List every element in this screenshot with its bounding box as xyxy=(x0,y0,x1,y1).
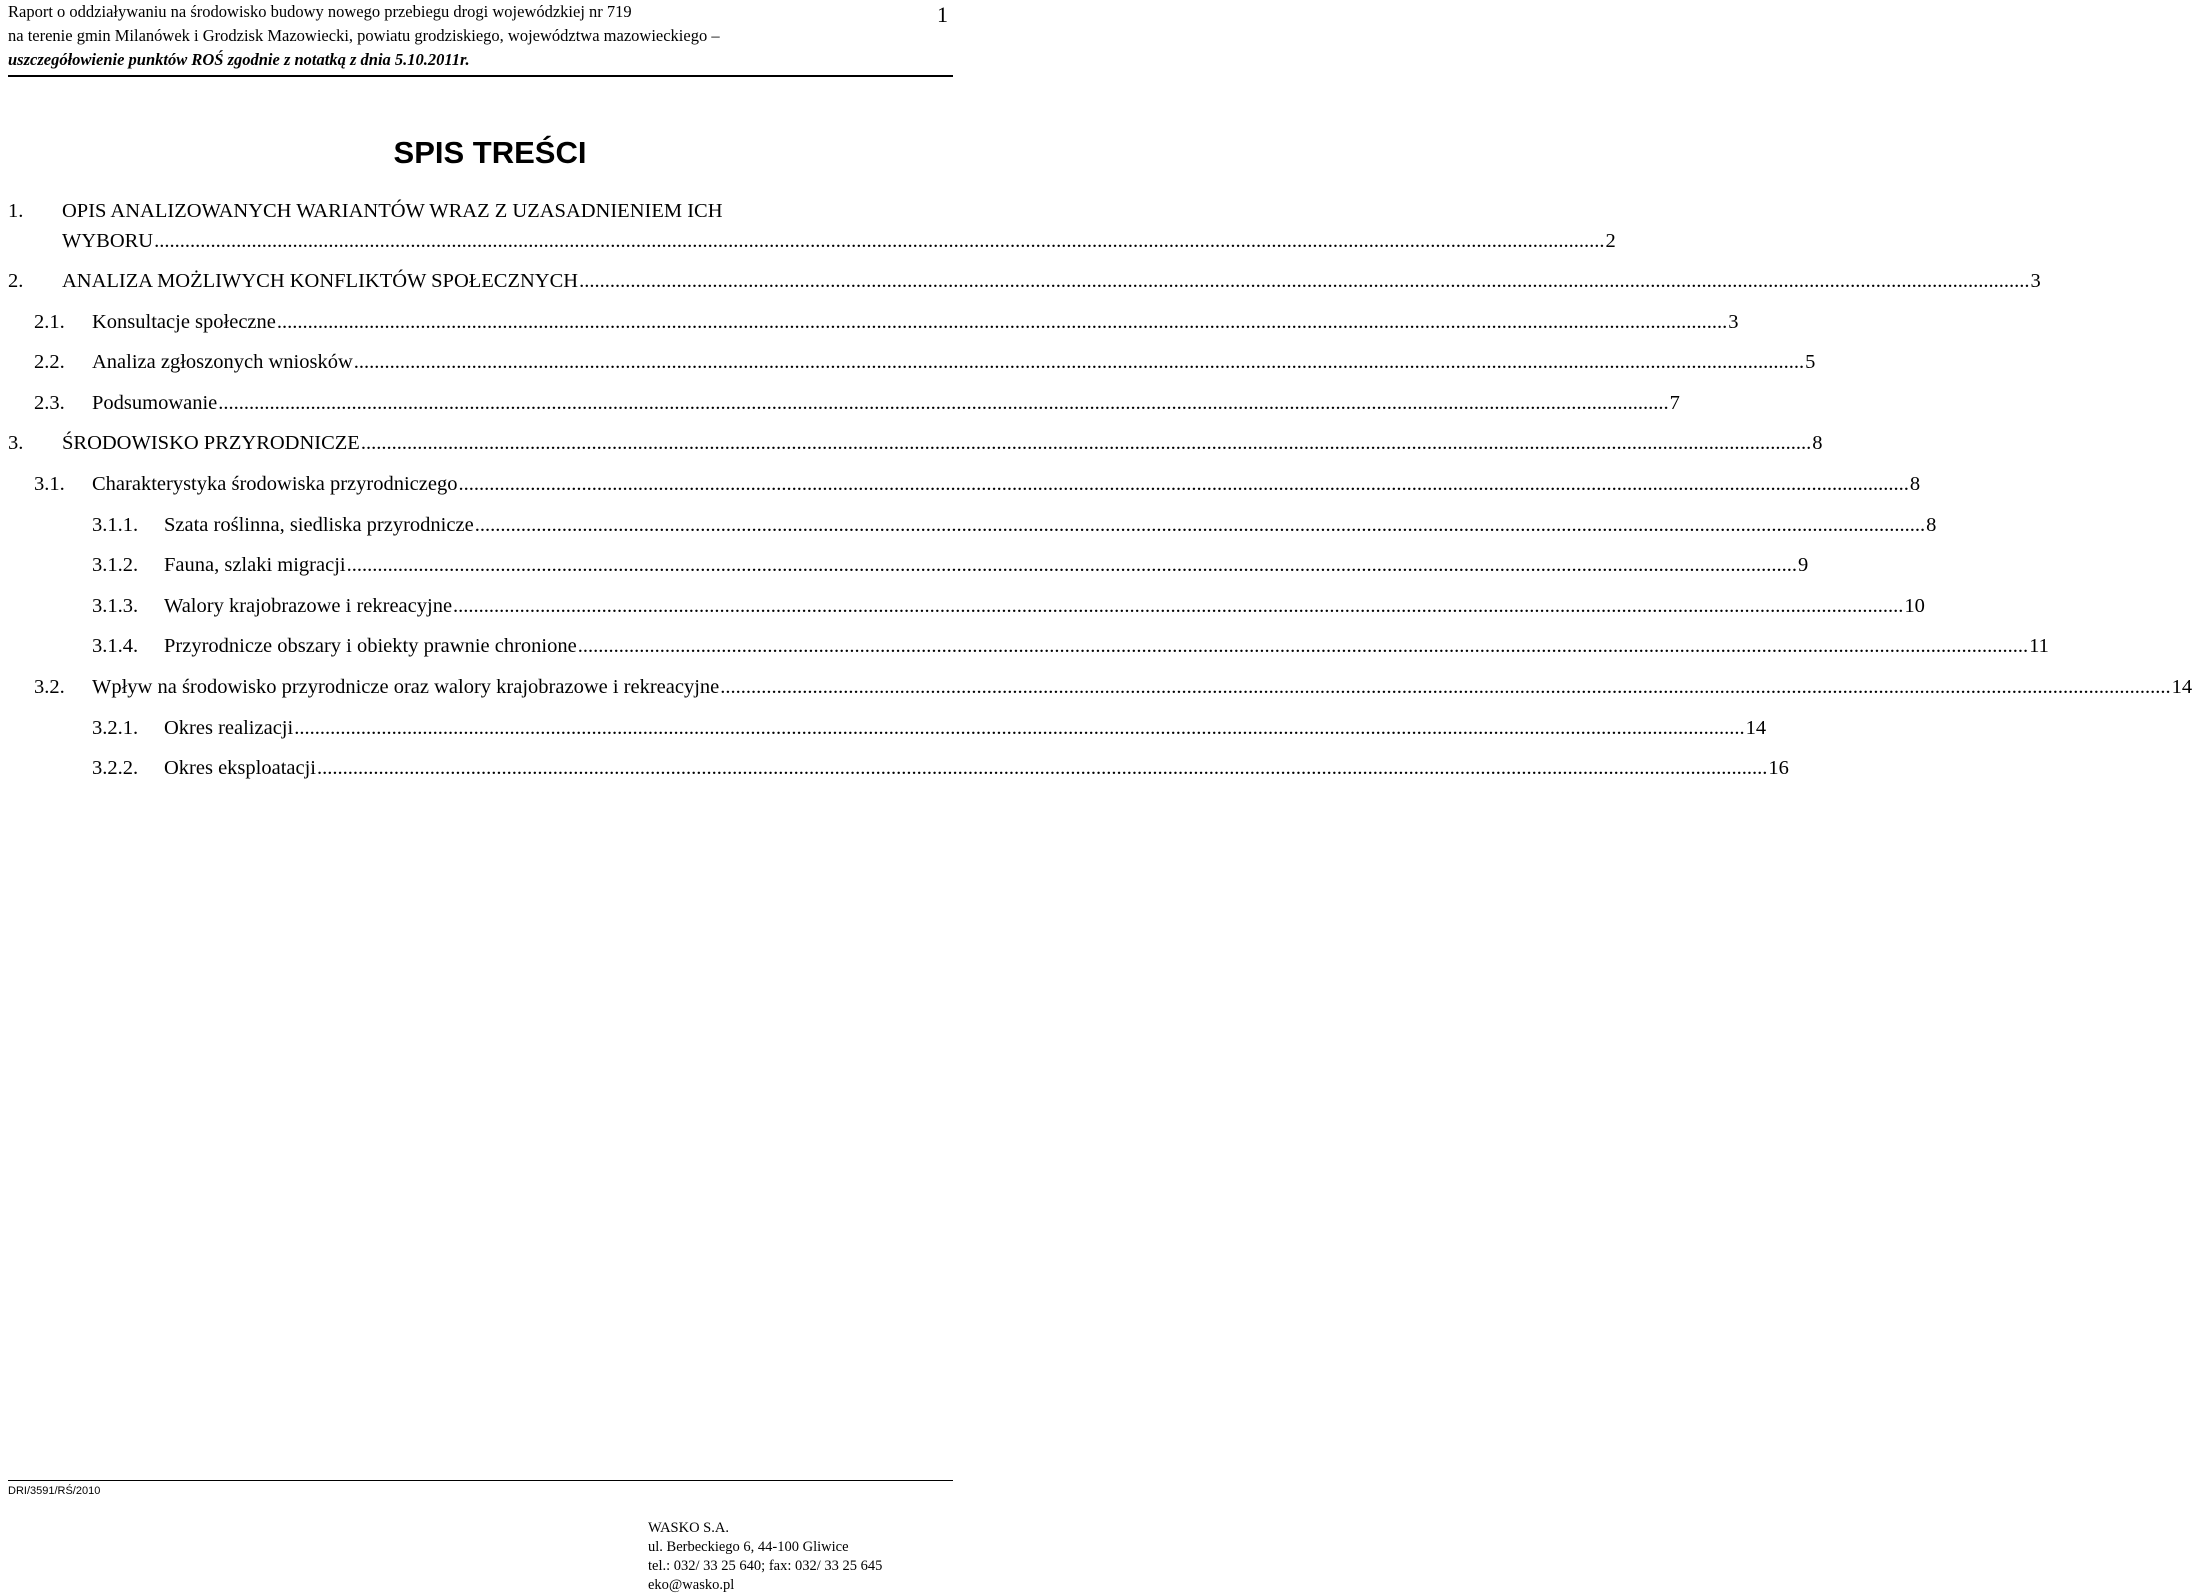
toc-entry-3-1-4[interactable] xyxy=(8,631,2049,672)
header-divider xyxy=(8,75,953,77)
toc-dot-leader xyxy=(453,591,1903,621)
toc-entry-label: OPIS ANALIZOWANYCH WARIANTÓW WRAZ Z UZASADNIENIEM ICH xyxy=(62,200,723,222)
toc-entry-label: Konsultacje społeczne xyxy=(92,310,276,333)
toc-dot-leader xyxy=(475,510,1925,540)
page-header xyxy=(8,0,950,72)
toc-entry-page: 5 xyxy=(1805,351,1816,374)
toc-entry-1[interactable] xyxy=(8,196,1616,266)
toc-entry-label: Wpływ na środowisko przyrodnicze oraz walory krajobrazowe i rekreacyjne xyxy=(92,675,720,698)
toc-entry-page: 14 xyxy=(2171,675,2192,698)
toc-entry-number: 2.1. xyxy=(34,310,65,333)
toc-entry-2-1[interactable] xyxy=(8,307,1739,348)
toc-entry-label: Szata roślinna, siedliska przyrodnicze xyxy=(164,513,474,536)
toc-entry-page: 16 xyxy=(1768,757,1789,780)
toc-entry-label: Podsumowanie xyxy=(92,391,218,414)
company-email: eko@wasko.pl xyxy=(648,1577,735,1593)
company-phone-fax: tel.: 032/ 33 25 640; fax: 032/ 33 25 645 xyxy=(648,1558,883,1574)
toc-entry-number: 3. xyxy=(8,432,24,455)
toc-entry-number: 3.1.4. xyxy=(92,635,139,658)
toc-entry-3[interactable] xyxy=(8,428,1823,469)
toc-entry-number: 2.3. xyxy=(34,391,65,414)
toc-entry-page: 9 xyxy=(1797,554,1809,577)
header-title-line-1: Raport o oddziaływaniu na środowisko budowy nowego przebiegu drogi wojewódzkiej nr 719 xyxy=(8,2,632,21)
toc-entry-number: 3.1.1. xyxy=(92,513,139,536)
toc-dot-leader xyxy=(294,713,1744,743)
toc-entry-2-3[interactable] xyxy=(8,388,1680,429)
toc-dot-leader xyxy=(458,469,1908,499)
toc-entry-page: 3 xyxy=(1728,310,1739,333)
toc-dot-leader xyxy=(218,388,1668,418)
toc-entry-page: 3 xyxy=(2030,270,2041,292)
toc-entry-number: 3.1. xyxy=(34,472,65,495)
toc-dot-leader xyxy=(347,550,1797,580)
table-of-contents xyxy=(8,196,2192,794)
toc-entry-page: 11 xyxy=(2029,635,2049,658)
toc-entry-label: Charakterystyka środowiska przyrodniczego xyxy=(92,472,458,495)
toc-entry-3-2[interactable] xyxy=(8,672,2192,713)
toc-dot-leader xyxy=(317,753,1767,783)
toc-entry-page: 14 xyxy=(1745,716,1767,739)
toc-title: SPIS TREŚCI xyxy=(393,135,587,170)
toc-entry-label: Walory krajobrazowe i rekreacyjne xyxy=(164,594,453,617)
toc-entry-label: Okres realizacji xyxy=(164,716,294,739)
toc-dot-leader xyxy=(579,266,2029,296)
toc-dot-leader xyxy=(154,226,1604,256)
toc-entry-label: ŚRODOWISKO PRZYRODNICZE xyxy=(62,432,360,455)
toc-entry-number: 3.1.2. xyxy=(92,554,139,577)
toc-entry-3-1-3[interactable] xyxy=(8,591,1925,632)
toc-entry-3-2-1[interactable] xyxy=(8,713,1767,754)
toc-entry-3-1[interactable] xyxy=(8,469,1921,510)
toc-entry-label: Przyrodnicze obszary i obiekty prawnie chronione xyxy=(164,635,577,658)
toc-dot-leader xyxy=(354,347,1804,377)
toc-entry-number: 3.2. xyxy=(34,675,65,698)
toc-entry-page: 8 xyxy=(1909,472,1921,495)
toc-entry-number: 3.2.1. xyxy=(92,716,139,739)
page-number: 1 xyxy=(937,2,948,27)
toc-entry-page: 10 xyxy=(1904,594,1925,617)
toc-entry-2-2[interactable] xyxy=(8,347,1816,388)
header-subtitle: uszczegółowienie punktów ROŚ zgodnie z notatką z dnia 5.10.2011r. xyxy=(8,50,470,69)
footer-divider xyxy=(8,1480,953,1481)
toc-entry-label-continued: WYBORU xyxy=(62,230,154,252)
toc-entry-2[interactable] xyxy=(8,266,2041,307)
toc-entry-page: 2 xyxy=(1605,230,1616,252)
toc-dot-leader xyxy=(361,428,1811,458)
toc-dot-leader xyxy=(277,307,1727,337)
toc-entry-label: Analiza zgłoszonych wniosków xyxy=(92,351,353,374)
toc-entry-number: 1. xyxy=(8,200,24,222)
company-name: WASKO S.A. xyxy=(648,1520,729,1536)
toc-entry-number: 2. xyxy=(8,270,24,292)
toc-entry-number: 3.1.3. xyxy=(92,594,139,617)
toc-entry-number: 3.2.2. xyxy=(92,757,139,780)
company-contact xyxy=(648,1519,882,1595)
toc-entry-label: Okres eksploatacji xyxy=(164,757,316,780)
toc-entry-label: ANALIZA MOŻLIWYCH KONFLIKTÓW SPOŁECZNYCH xyxy=(62,270,579,292)
toc-entry-3-1-1[interactable] xyxy=(8,510,1937,551)
toc-dot-leader xyxy=(720,672,2170,702)
toc-entry-3-1-2[interactable] xyxy=(8,550,1809,591)
toc-entry-3-2-2[interactable] xyxy=(8,753,1789,794)
toc-entry-number: 2.2. xyxy=(34,351,65,374)
toc-entry-page: 7 xyxy=(1669,391,1680,414)
header-title-line-2: na terenie gmin Milanówek i Grodzisk Mazowiecki, powiatu grodziskiego, województwa mazowieckiego – xyxy=(8,26,720,45)
toc-entry-page: 8 xyxy=(1926,513,1937,536)
document-reference: DRI/3591/RŚ/2010 xyxy=(8,1485,101,1497)
company-address: ul. Berbeckiego 6, 44-100 Gliwice xyxy=(648,1539,849,1555)
toc-entry-page: 8 xyxy=(1812,432,1823,455)
toc-dot-leader xyxy=(578,631,2028,661)
toc-entry-label: Fauna, szlaki migracji xyxy=(164,554,346,577)
